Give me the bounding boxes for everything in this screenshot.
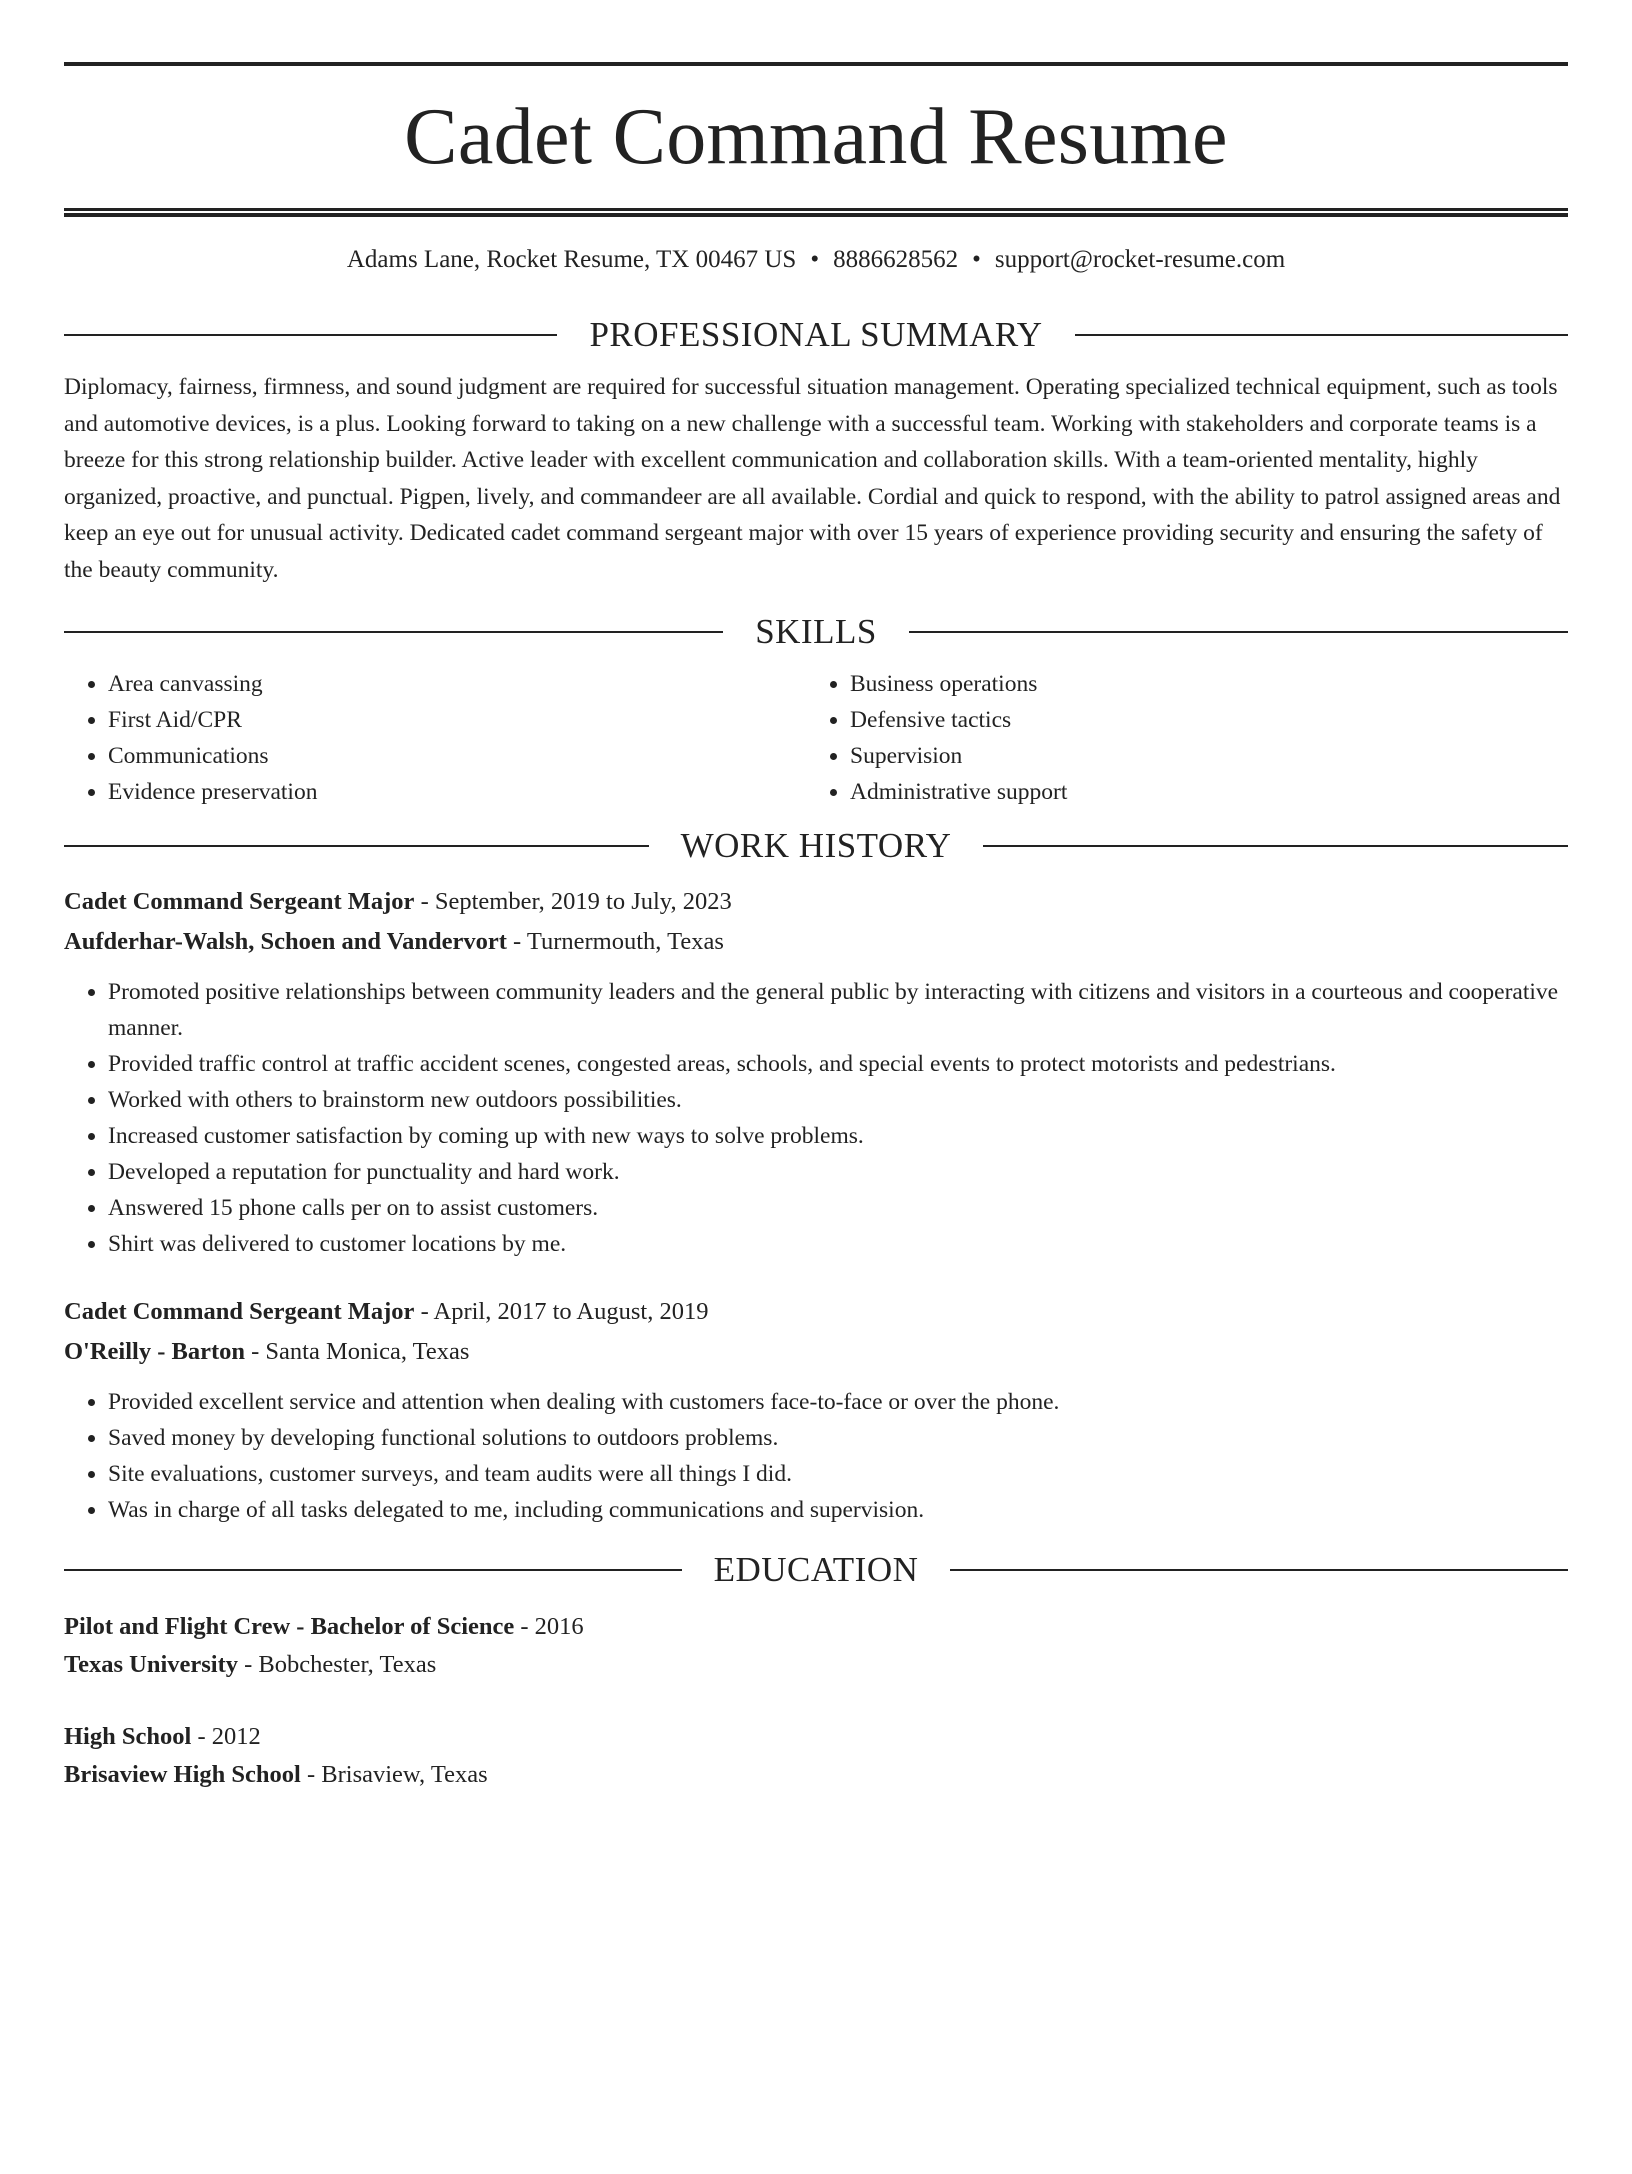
skill-item: • Supervision bbox=[850, 738, 1548, 774]
education-year: - 2012 bbox=[191, 1723, 261, 1750]
contact-address: Adams Lane, Rocket Resume, TX 00467 US bbox=[346, 246, 797, 273]
education-entry bbox=[64, 1718, 1568, 1794]
skill-item: • First Aid/CPR bbox=[108, 702, 806, 738]
education-school: Brisaview High School bbox=[64, 1761, 301, 1788]
education-degree: Pilot and Flight Crew - Bachelor of Science bbox=[64, 1613, 515, 1640]
skill-item: • Administrative support bbox=[850, 774, 1548, 810]
section-title: PROFESSIONAL SUMMARY bbox=[589, 315, 1043, 354]
heading-rule bbox=[1075, 334, 1568, 336]
education-year: - 2016 bbox=[514, 1613, 584, 1640]
section-heading-education bbox=[64, 1546, 1568, 1594]
job-title: Cadet Command Sergeant Major bbox=[64, 888, 415, 915]
section-title: SKILLS bbox=[755, 612, 877, 651]
job-dates: - April, 2017 to August, 2019 bbox=[414, 1298, 709, 1325]
contact-phone: 8886628562 bbox=[833, 246, 959, 273]
job-bullet: • Shirt was delivered to customer locations by me. bbox=[108, 1226, 1568, 1262]
title-double-rule bbox=[64, 208, 1568, 217]
job-entry bbox=[64, 1292, 1568, 1528]
job-dates: - September, 2019 to July, 2023 bbox=[414, 888, 732, 915]
job-bullet: • Was in charge of all tasks delegated to me, including communications and supervision. bbox=[108, 1492, 1568, 1528]
job-bullet: • Developed a reputation for punctuality and hard work. bbox=[108, 1154, 1568, 1190]
job-bullet: • Worked with others to brainstorm new outdoors possibilities. bbox=[108, 1082, 1568, 1118]
skills-list bbox=[64, 666, 1568, 810]
job-bullets bbox=[64, 974, 1568, 1262]
section-heading-summary bbox=[64, 311, 1568, 359]
section-title: EDUCATION bbox=[713, 1550, 919, 1589]
job-company: Aufderhar-Walsh, Schoen and Vandervort bbox=[64, 928, 507, 955]
heading-rule bbox=[64, 845, 649, 847]
job-bullet: • Saved money by developing functional solutions to outdoors problems. bbox=[108, 1420, 1568, 1456]
contact-line bbox=[64, 243, 1568, 277]
section-heading-work bbox=[64, 822, 1568, 870]
job-title-line bbox=[64, 1292, 1568, 1332]
skill-item: • Defensive tactics bbox=[850, 702, 1548, 738]
job-bullet: • Site evaluations, customer surveys, and team audits were all things I did. bbox=[108, 1456, 1568, 1492]
summary-paragraph: Diplomacy, fairness, firmness, and sound judgment are required for successful situation management. Operating specialized technical equipment, such as tools and automotive devices, is a plus. Looking forward to taking on a new challenge with a successful team. Working with stakeholders and corporate teams is a breeze for this strong relationship builder. Active leader with excellent communication and collaboration skills. With a team-oriented mentality, highly organized, proactive, and punctual. Pigpen, lively, and commandeer are all available. Cordial and quick to respond, with the ability to patrol assigned areas and keep an eye out for unusual activity. Dedicated cadet command sergeant major with over 15 years of experience providing security and ensuring the safety of the beauty community. bbox=[64, 374, 1561, 583]
job-location: - Santa Monica, Texas bbox=[245, 1338, 470, 1365]
education-degree-line bbox=[64, 1608, 1568, 1646]
heading-rule bbox=[64, 631, 723, 633]
job-entry bbox=[64, 882, 1568, 1262]
job-bullet: • Provided excellent service and attention when dealing with customers face-to-face or over the phone. bbox=[108, 1384, 1568, 1420]
job-bullets bbox=[64, 1384, 1568, 1528]
skill-item: • Evidence preservation bbox=[108, 774, 806, 810]
skill-item: • Communications bbox=[108, 738, 806, 774]
heading-rule bbox=[983, 845, 1568, 847]
education-degree: High School bbox=[64, 1723, 192, 1750]
resume-title: Cadet Command Resume bbox=[404, 93, 1228, 181]
skills-column-right bbox=[806, 666, 1548, 810]
job-company-line bbox=[64, 922, 1568, 962]
skill-item: • Area canvassing bbox=[108, 666, 806, 702]
resume-page bbox=[0, 62, 1632, 2174]
heading-rule bbox=[64, 1569, 682, 1571]
job-bullet: • Provided traffic control at traffic accident scenes, congested areas, schools, and special events to protect motorists and pedestrians. bbox=[108, 1046, 1568, 1082]
job-title: Cadet Command Sergeant Major bbox=[64, 1298, 415, 1325]
contact-separator: • bbox=[810, 246, 820, 273]
job-company: O'Reilly - Barton bbox=[64, 1338, 246, 1365]
section-title: WORK HISTORY bbox=[680, 826, 952, 865]
education-location: - Bobchester, Texas bbox=[238, 1651, 437, 1678]
job-bullet: • Promoted positive relationships between community leaders and the general public by interacting with citizens and visitors in a courteous and cooperative manner. bbox=[108, 974, 1568, 1046]
contact-email: support@rocket-resume.com bbox=[994, 246, 1286, 273]
education-degree-line bbox=[64, 1718, 1568, 1756]
education-school-line bbox=[64, 1646, 1568, 1684]
heading-rule bbox=[64, 334, 557, 336]
education-school: Texas University bbox=[64, 1651, 239, 1678]
education-location: - Brisaview, Texas bbox=[300, 1761, 488, 1788]
section-heading-skills bbox=[64, 608, 1568, 656]
skill-item: • Business operations bbox=[850, 666, 1548, 702]
job-bullet: • Answered 15 phone calls per on to assist customers. bbox=[108, 1190, 1568, 1226]
job-company-line bbox=[64, 1332, 1568, 1372]
heading-rule bbox=[909, 631, 1568, 633]
job-bullet: • Increased customer satisfaction by coming up with new ways to solve problems. bbox=[108, 1118, 1568, 1154]
contact-separator: • bbox=[972, 246, 981, 273]
education-school-line bbox=[64, 1756, 1568, 1794]
education-entry bbox=[64, 1608, 1568, 1684]
job-title-line bbox=[64, 882, 1568, 922]
heading-rule bbox=[950, 1569, 1568, 1571]
job-location: - Turnermouth, Texas bbox=[506, 928, 724, 955]
skills-column-left bbox=[64, 666, 806, 810]
